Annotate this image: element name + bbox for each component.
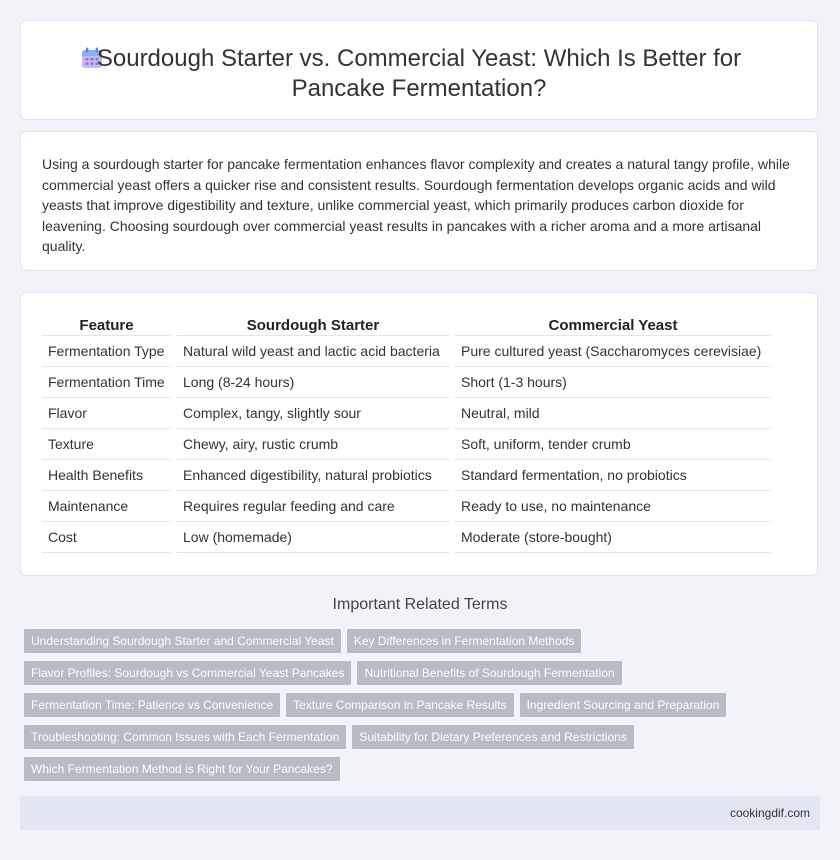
tag-row	[24, 757, 784, 789]
page-title-line-1: Sourdough Starter vs. Commercial Yeast: Which Is Better for	[96, 45, 742, 72]
intro-paragraph: Using a sourdough starter for pancake fermentation enhances flavor complexity and creates a natural tangy profile, while commercial yeast offers a quicker rise and consistent results. Sourdough fermentation develops organic acids and wild yeasts that improve digestibility and texture, unlike commercial yeast, which primarily produces carbon dioxide for leavening. Choosing sourdough over commercial yeast results in pancakes with a richer aroma and a more artisanal quality.	[42, 156, 790, 254]
table-cell: Health Benefits	[42, 460, 171, 491]
related-terms-tags	[24, 629, 784, 789]
related-term-tag[interactable]: Texture Comparison in Pancake Results	[286, 693, 513, 717]
table-cell: Short (1-3 hours)	[455, 367, 771, 398]
table-cell: Low (homemade)	[177, 522, 449, 553]
footer-site-link[interactable]: cookingdif.com	[729, 806, 810, 820]
table-row	[42, 460, 771, 491]
column-header-feature: Feature	[42, 313, 171, 336]
table-row	[42, 429, 771, 460]
related-term-tag[interactable]: Troubleshooting: Common Issues with Each Fermentation	[24, 725, 346, 749]
table-header-row	[42, 313, 771, 336]
tag-row	[24, 661, 784, 693]
table-cell: Long (8-24 hours)	[177, 367, 449, 398]
table-cell: Moderate (store-bought)	[455, 522, 771, 553]
related-term-tag[interactable]: Which Fermentation Method is Right for Your Pancakes?	[24, 757, 340, 781]
tag-row	[24, 693, 784, 725]
table-cell: Complex, tangy, slightly sour	[177, 398, 449, 429]
table-row	[42, 522, 771, 553]
related-term-tag[interactable]: Ingredient Sourcing and Preparation	[520, 693, 727, 717]
related-term-tag[interactable]: Understanding Sourdough Starter and Commercial Yeast	[24, 629, 341, 653]
comparison-table	[36, 313, 777, 553]
table-cell: Flavor	[42, 398, 171, 429]
intro-card	[20, 131, 818, 271]
table-row	[42, 398, 771, 429]
title-card	[20, 20, 818, 120]
related-terms-title: Important Related Terms	[332, 596, 508, 613]
table-row	[42, 491, 771, 522]
related-term-tag[interactable]: Suitability for Dietary Preferences and Restrictions	[352, 725, 633, 749]
footer	[20, 796, 820, 830]
table-cell: Requires regular feeding and care	[177, 491, 449, 522]
related-term-tag[interactable]: Nutritional Benefits of Sourdough Fermentation	[357, 661, 621, 685]
table-row	[42, 336, 771, 367]
table-cell: Texture	[42, 429, 171, 460]
page-title-line-2: Pancake Fermentation?	[291, 75, 547, 102]
page-title	[21, 44, 817, 104]
tag-row	[24, 725, 784, 757]
table-cell: Ready to use, no maintenance	[455, 491, 771, 522]
table-cell: Pure cultured yeast (Saccharomyces cerevisiae)	[455, 336, 771, 367]
related-term-tag[interactable]: Flavor Profiles: Sourdough vs Commercial Yeast Pancakes	[24, 661, 351, 685]
table-cell: Standard fermentation, no probiotics	[455, 460, 771, 491]
table-cell: Fermentation Type	[42, 336, 171, 367]
table-cell: Natural wild yeast and lactic acid bacteria	[177, 336, 449, 367]
table-cell: Maintenance	[42, 491, 171, 522]
column-header-sourdough: Sourdough Starter	[177, 313, 449, 336]
table-cell: Enhanced digestibility, natural probiotics	[177, 460, 449, 491]
related-term-tag[interactable]: Fermentation Time: Patience vs Convenience	[24, 693, 280, 717]
table-cell: Chewy, airy, rustic crumb	[177, 429, 449, 460]
table-cell: Cost	[42, 522, 171, 553]
comparison-table-card	[20, 292, 818, 576]
tag-row	[24, 629, 784, 661]
related-term-tag[interactable]: Key Differences in Fermentation Methods	[347, 629, 582, 653]
table-row	[42, 367, 771, 398]
table-cell: Soft, uniform, tender crumb	[455, 429, 771, 460]
column-header-commercial: Commercial Yeast	[455, 313, 771, 336]
table-cell: Fermentation Time	[42, 367, 171, 398]
table-cell: Neutral, mild	[455, 398, 771, 429]
